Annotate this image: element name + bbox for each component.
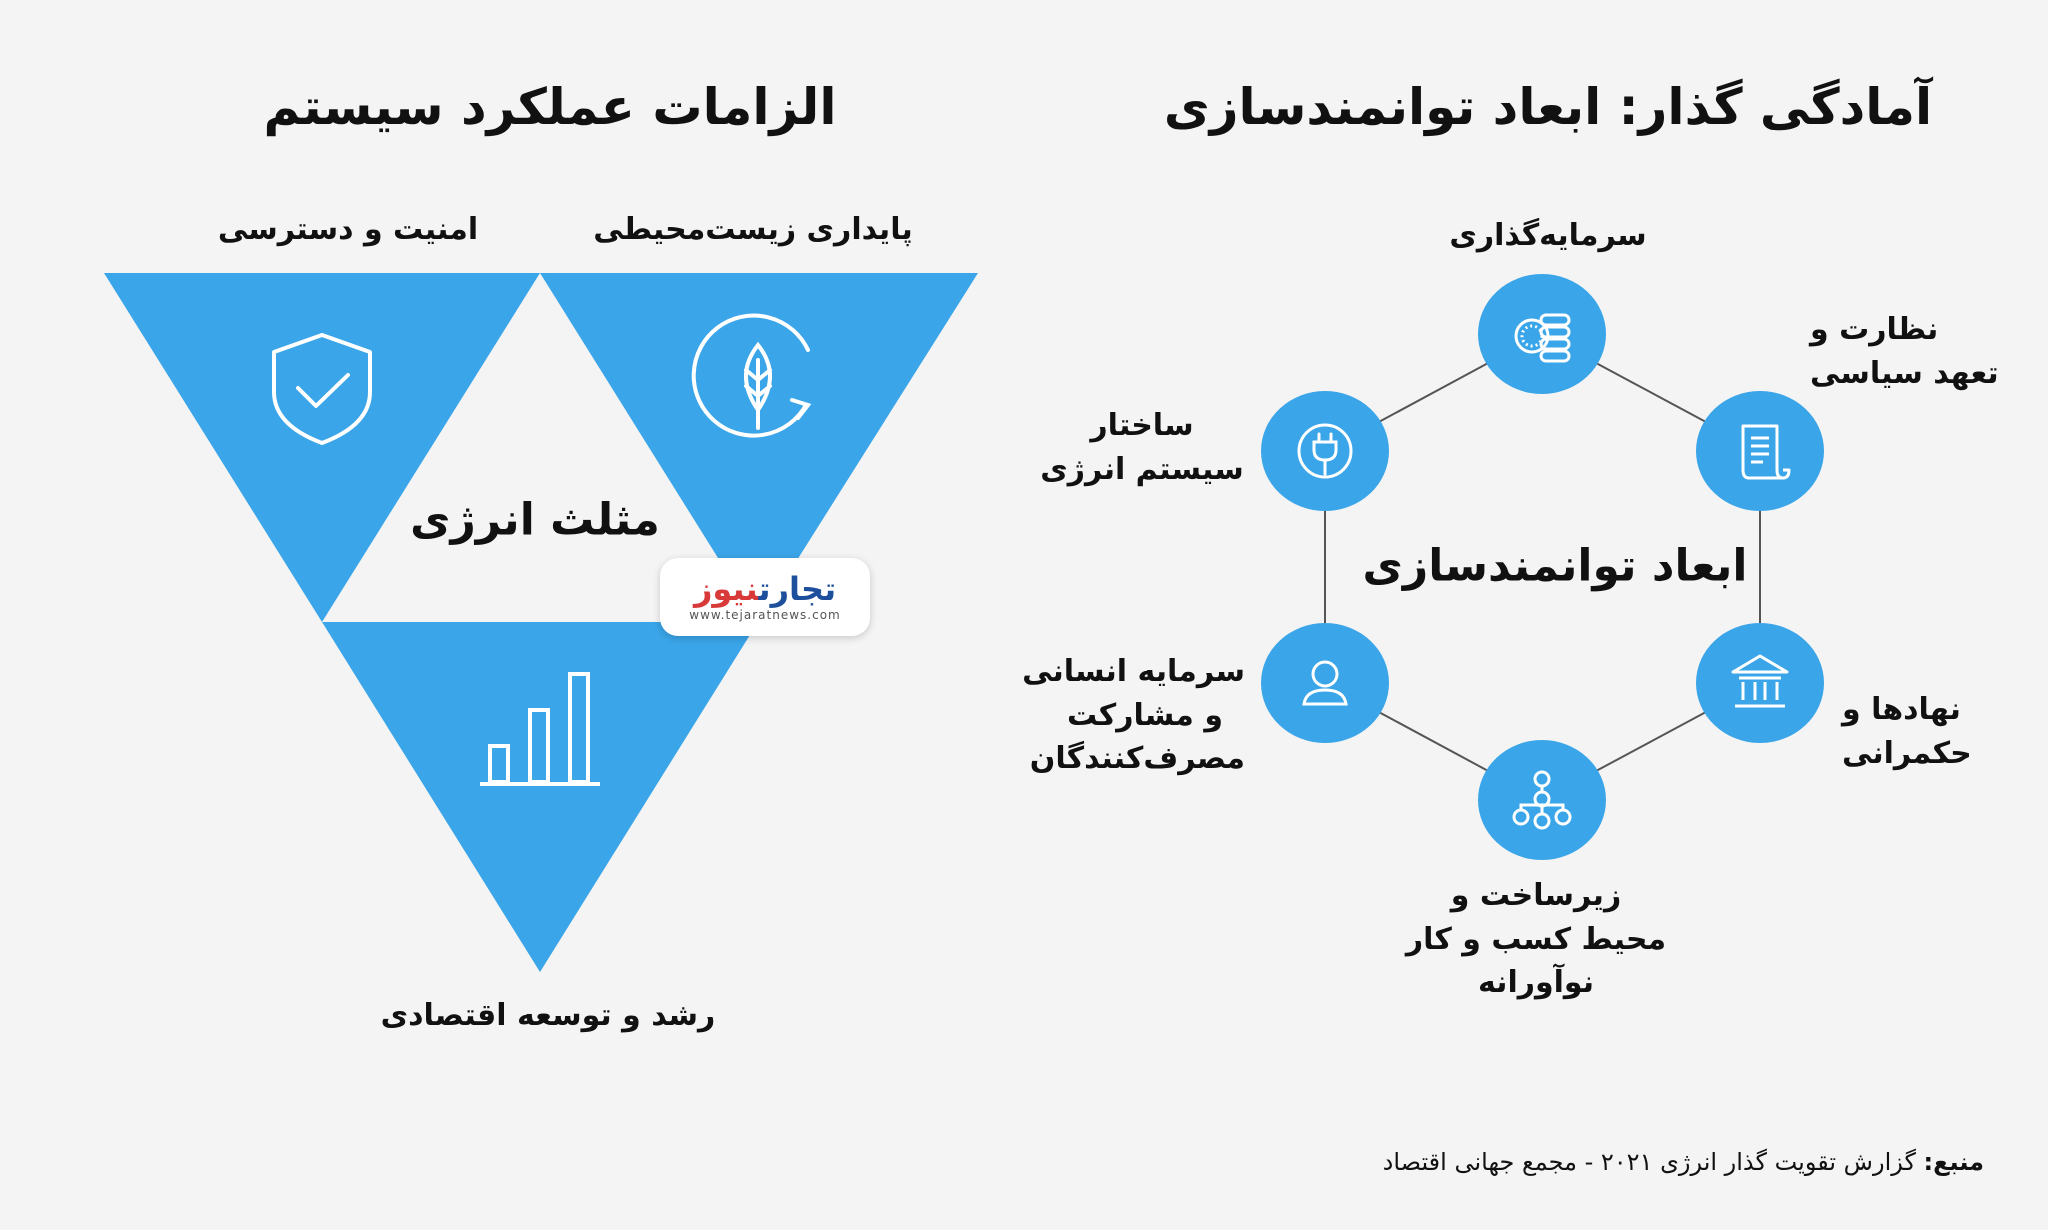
logo-url: www.tejaratnews.com [689,607,841,622]
label-human-capital [1022,650,1245,781]
node-investment [1478,274,1606,394]
source-footer [1383,1148,1984,1176]
node-human-capital [1261,623,1389,743]
energy-triangle-center: مثلث انرژی [410,494,660,546]
label-human-capital-line2: و مشارکت [1067,697,1223,733]
label-security: امنیت و دسترسی [217,212,479,247]
label-energy-system-line2: سیستم انرژی [1040,451,1244,487]
institution-icon [1725,648,1795,718]
label-sustainability: پایداری زیست‌محیطی [593,212,913,247]
source-prefix: منبع: [1923,1148,1984,1176]
label-infrastructure [1406,874,1666,1005]
node-institutions [1696,623,1824,743]
label-oversight [1810,308,1999,395]
label-oversight-line2: تعهد سیاسی [1810,355,1999,391]
node-energy-system [1261,391,1389,511]
label-institutions-line1: نهادها و [1842,692,1961,727]
node-infrastructure [1478,740,1606,860]
label-infrastructure-line1: زیرساخت و [1450,878,1622,913]
document-icon [1725,416,1795,486]
source-text: گزارش تقویت گذار انرژی ۲۰۲۱ - مجمع جهانی اقتصاد [1382,1148,1916,1176]
label-energy-system [1040,404,1243,491]
coins-icon [1507,299,1577,369]
label-energy-system-line1: ساختار [1090,408,1194,443]
node-oversight [1696,391,1824,511]
label-infrastructure-line3: نوآورانه [1477,965,1595,1000]
enabling-dimensions-center: ابعاد توانمندسازی [1362,540,1748,592]
label-infrastructure-line2: محیط کسب و کار [1405,921,1667,957]
hierarchy-icon [1507,765,1577,835]
label-human-capital-line1: سرمایه انسانی [1022,654,1245,689]
plug-icon [1290,416,1360,486]
label-oversight-line1: نظارت و [1810,312,1939,347]
label-institutions [1842,688,1972,775]
logo-wordmark: تجارتنیوز [693,570,837,609]
label-growth: رشد و توسعه اقتصادی [380,998,716,1033]
label-investment: سرمایه‌گذاری [1449,218,1647,253]
left-panel-title: الزامات عملکرد سیستم [263,78,837,136]
person-icon [1290,648,1360,718]
right-panel-title: آمادگی گذار: ابعاد توانمندسازی [1163,78,1933,136]
label-institutions-line2: حکمرانی [1842,735,1972,771]
label-human-capital-line3: مصرف‌کنندگان [1029,741,1245,776]
